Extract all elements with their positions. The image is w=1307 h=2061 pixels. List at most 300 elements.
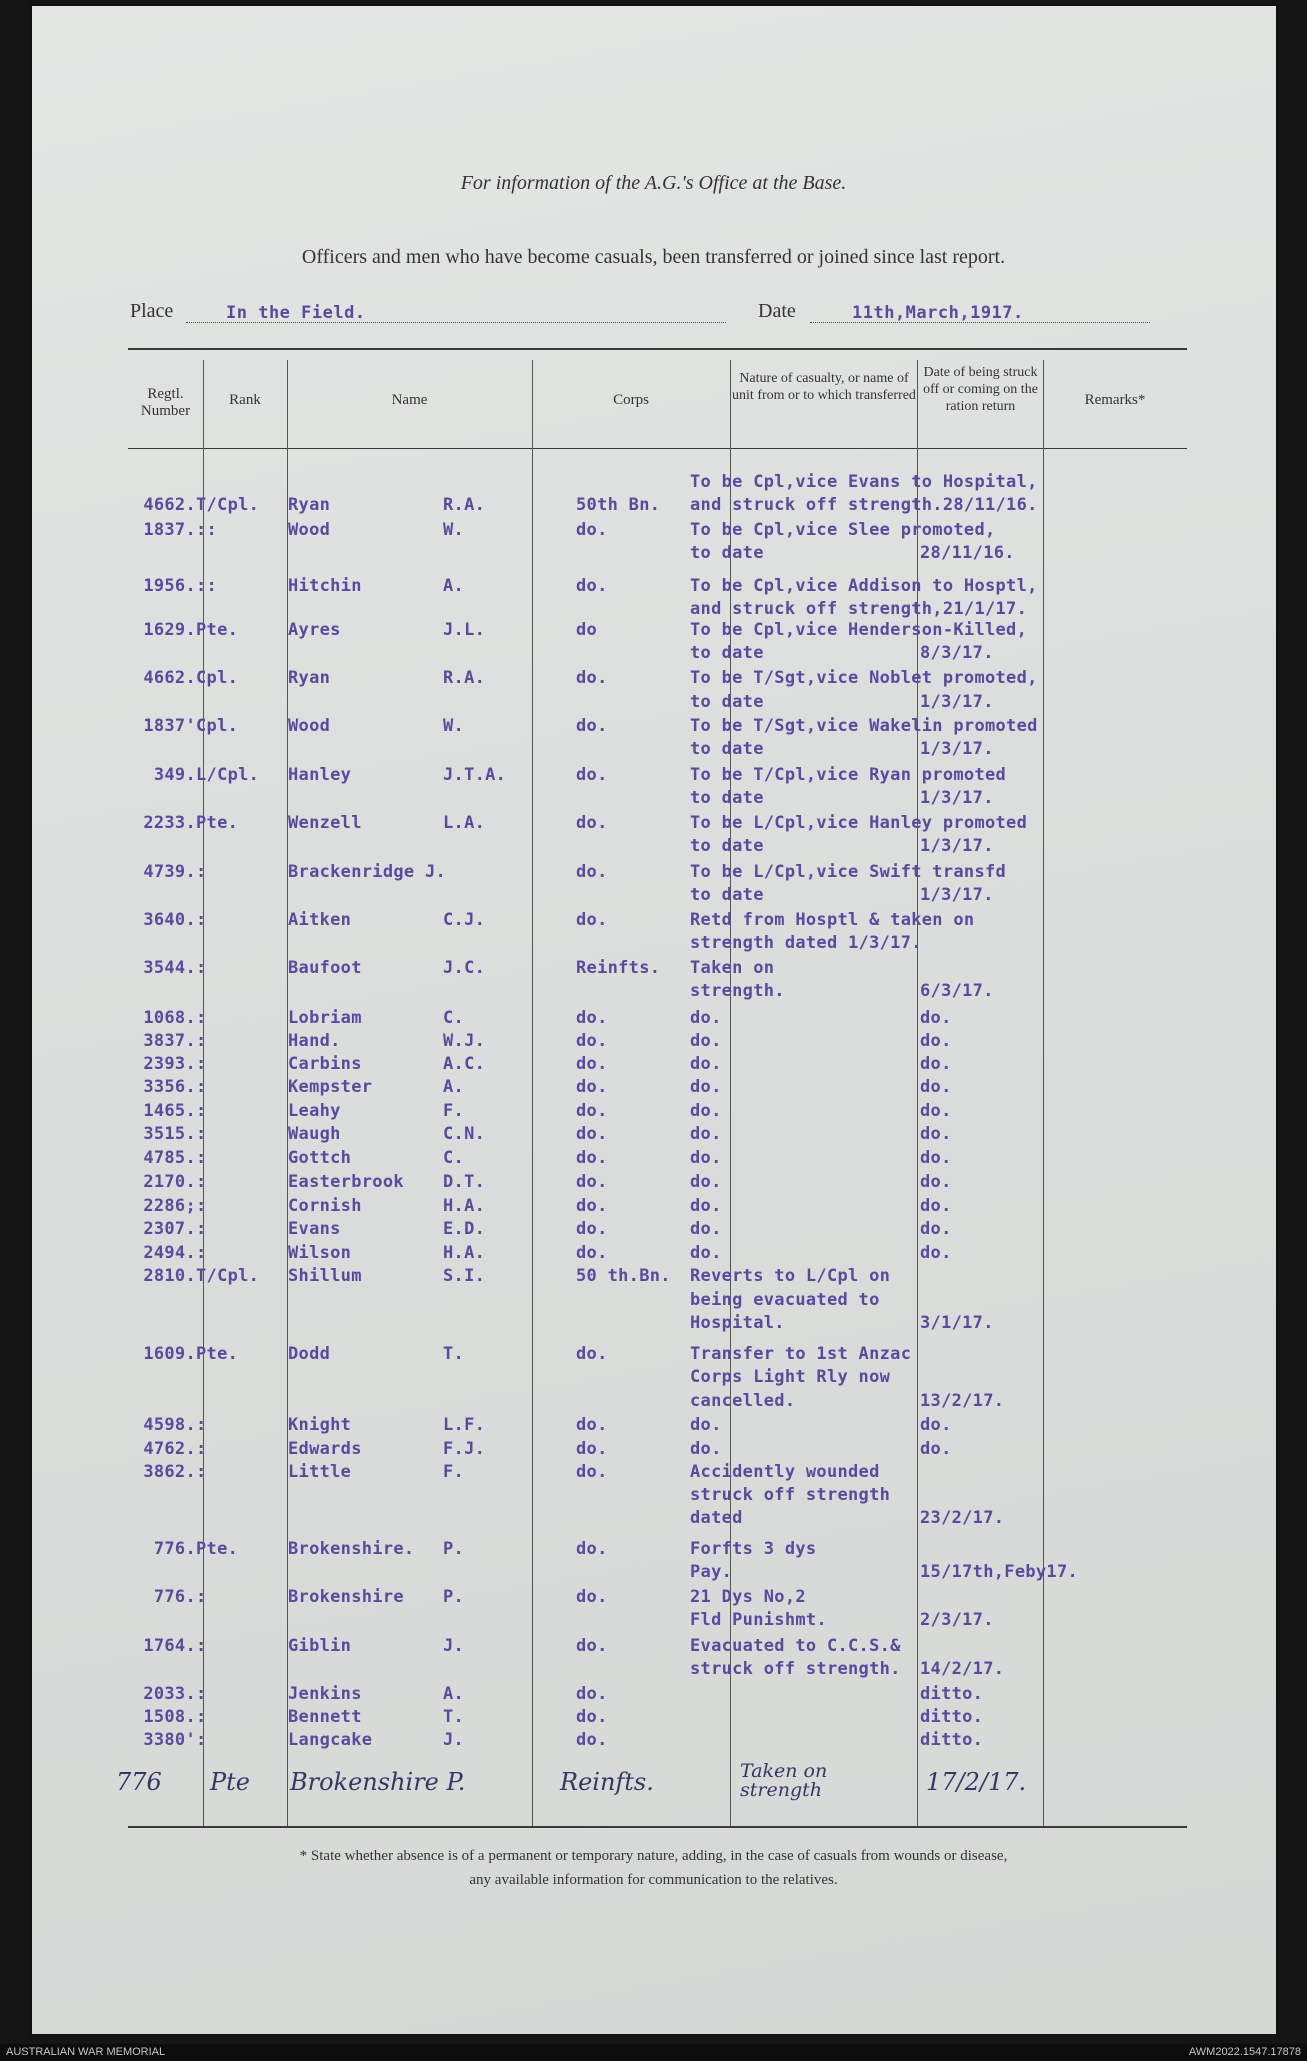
col-rule-6 <box>1043 360 1044 1826</box>
cell-nature: To be Cpl,vice Evans to Hospital, <box>690 472 1038 492</box>
cell-initials: J. <box>443 1636 465 1656</box>
cell-corps: do. <box>576 1008 608 1028</box>
table-row <box>0 933 1307 953</box>
cell-corps: do. <box>576 862 608 882</box>
cell-corps: do. <box>576 1539 608 1559</box>
cell-date: 1/3/17. <box>920 692 994 712</box>
cell-corps: do. <box>576 1196 608 1216</box>
cell-initials: L.F. <box>443 1415 486 1435</box>
cell-nature: to date <box>690 885 764 905</box>
cell-corps: do. <box>576 1636 608 1656</box>
cell-rank: Pte. <box>196 1539 239 1559</box>
cell-regtl-number: 1956. <box>143 576 196 596</box>
table-row <box>0 1243 1307 1263</box>
cell-initials: H.A. <box>443 1196 486 1216</box>
cell-regtl-number: 3862. <box>143 1462 196 1482</box>
cell-initials: F.J. <box>443 1439 486 1459</box>
cell-rank: :: <box>196 520 218 540</box>
cell-name: Langcake <box>288 1730 373 1750</box>
cell-rank: : <box>196 958 207 978</box>
cell-corps: do. <box>576 520 608 540</box>
hand-num: 776 <box>116 1768 162 1796</box>
cell-rank: : <box>196 1101 207 1121</box>
cell-date: ditto. <box>920 1730 984 1750</box>
cell-initials: L.A. <box>443 813 486 833</box>
cell-initials: P. <box>443 1539 465 1559</box>
hand-date: 17/2/17. <box>926 1768 1027 1796</box>
cell-nature: to date <box>690 836 764 856</box>
col-header-date: Date of being struck off or coming on the ration return <box>923 365 1038 414</box>
cell-nature: To be Cpl,vice Slee promoted, <box>690 520 996 540</box>
cell-regtl-number: 3380' <box>143 1730 196 1750</box>
cell-name: Little <box>288 1462 352 1482</box>
cell-rank: L/Cpl. <box>196 765 260 785</box>
cell-nature: to date <box>690 788 764 808</box>
col-header-rank: Rank <box>229 392 261 408</box>
cell-name: Shillum <box>288 1266 362 1286</box>
cell-corps: do <box>576 620 598 640</box>
cell-name: Giblin <box>288 1636 352 1656</box>
cell-regtl-number: 776. <box>153 1587 196 1607</box>
cell-rank: : <box>196 1124 207 1144</box>
table-row <box>0 543 1307 563</box>
cell-nature: do. <box>690 1008 722 1028</box>
cell-regtl-number: 1837' <box>143 716 196 736</box>
cell-date: do. <box>920 1415 952 1435</box>
table-row <box>0 958 1307 978</box>
cell-date: do. <box>920 1054 952 1074</box>
cell-name: Cornish <box>288 1196 362 1216</box>
cell-initials: J.L. <box>443 620 486 640</box>
table-bottom-rule <box>128 1826 1187 1828</box>
cell-nature: do. <box>690 1172 722 1192</box>
cell-initials: A. <box>443 576 465 596</box>
cell-name: Knight <box>288 1415 352 1435</box>
cell-regtl-number: 4662. <box>143 495 196 515</box>
table-row <box>0 788 1307 808</box>
cell-nature: struck off strength <box>690 1485 891 1505</box>
cell-name: Dodd <box>288 1344 331 1364</box>
cell-rank: : <box>196 1219 207 1239</box>
cell-corps: do. <box>576 1101 608 1121</box>
table-row <box>0 1172 1307 1192</box>
cell-nature: To be T/Sgt,vice Noblet promoted, <box>690 668 1038 688</box>
archive-id: AWM2022.1547.17878 <box>1188 2046 1301 2058</box>
cell-date: do. <box>920 1077 952 1097</box>
cell-name: Ryan <box>288 495 331 515</box>
cell-initials: E.D. <box>443 1219 486 1239</box>
table-row <box>0 668 1307 688</box>
cell-date: 8/3/17. <box>920 643 994 663</box>
cell-corps: do. <box>576 1031 608 1051</box>
cell-date: 15/17th,Feby17. <box>920 1562 1079 1582</box>
cell-name: Hitchin <box>288 576 362 596</box>
table-row <box>0 1707 1307 1727</box>
table-row <box>0 599 1307 619</box>
cell-date: 3/1/17. <box>920 1313 994 1333</box>
table-row <box>0 1508 1307 1528</box>
date-value: 11th,March,1917. <box>852 303 1024 323</box>
cell-regtl-number: 1837. <box>143 520 196 540</box>
cell-corps: do. <box>576 576 608 596</box>
cell-corps: do. <box>576 1172 608 1192</box>
cell-regtl-number: 2233. <box>143 813 196 833</box>
table-row <box>0 620 1307 640</box>
table-row <box>0 1636 1307 1656</box>
table-row <box>0 1439 1307 1459</box>
cell-name: Waugh <box>288 1124 341 1144</box>
place-label: Place <box>130 300 174 322</box>
cell-name: Lobriam <box>288 1008 362 1028</box>
cell-nature: do. <box>690 1243 722 1263</box>
cell-regtl-number: 2286; <box>143 1196 196 1216</box>
cell-rank: : <box>196 1077 207 1097</box>
hand-rank: Pte <box>210 1768 250 1796</box>
table-row <box>0 910 1307 930</box>
cell-nature: Forfts 3 dys <box>690 1539 817 1559</box>
cell-corps: do. <box>576 910 608 930</box>
cell-nature: Corps Light Rly now <box>690 1367 891 1387</box>
cell-corps: 50th Bn. <box>576 495 661 515</box>
table-row <box>0 520 1307 540</box>
cell-rank: Pte. <box>196 1344 239 1364</box>
cell-date: 2/3/17. <box>920 1610 994 1630</box>
cell-date: 1/3/17. <box>920 788 994 808</box>
cell-initials: S.I. <box>443 1266 486 1286</box>
col-header-corps: Corps <box>613 392 649 408</box>
cell-name: Hanley <box>288 765 352 785</box>
cell-rank: : <box>196 1462 207 1482</box>
table-row <box>0 1684 1307 1704</box>
cell-name: Hand. <box>288 1031 341 1051</box>
table-row <box>0 1730 1307 1750</box>
cell-corps: do. <box>576 716 608 736</box>
cell-regtl-number: 2033. <box>143 1684 196 1704</box>
cell-name: Bennett <box>288 1707 362 1727</box>
hand-nature: Taken on strength <box>740 1760 828 1801</box>
cell-nature: Hospital. <box>690 1313 785 1333</box>
cell-regtl-number: 3544. <box>143 958 196 978</box>
cell-name: Wilson <box>288 1243 352 1263</box>
cell-name: Brokenshire. <box>288 1539 415 1559</box>
cell-name: Wenzell <box>288 813 362 833</box>
cell-nature: cancelled. <box>690 1391 796 1411</box>
cell-date: do. <box>920 1243 952 1263</box>
cell-initials: F. <box>443 1101 465 1121</box>
cell-name: Easterbrook <box>288 1172 404 1192</box>
table-row <box>0 1101 1307 1121</box>
col-header-regtl: Regtl. Number <box>140 386 191 419</box>
cell-date: 14/2/17. <box>920 1659 1005 1679</box>
table-row <box>0 495 1307 515</box>
cell-regtl-number: 2393. <box>143 1054 196 1074</box>
cell-corps: do. <box>576 1730 608 1750</box>
cell-initials: A. <box>443 1077 465 1097</box>
cell-name: Ayres <box>288 620 341 640</box>
cell-date: do. <box>920 1219 952 1239</box>
table-row <box>0 1148 1307 1168</box>
form-subtitle: Officers and men who have become casuals, been transferred or joined since last report. <box>301 246 1006 268</box>
cell-nature: do. <box>690 1101 722 1121</box>
cell-rank: : <box>196 1054 207 1074</box>
cell-date: do. <box>920 1172 952 1192</box>
cell-rank: Cpl. <box>196 668 239 688</box>
cell-nature: do. <box>690 1031 722 1051</box>
cell-initials: A. <box>443 1684 465 1704</box>
cell-date: 13/2/17. <box>920 1391 1005 1411</box>
cell-regtl-number: 3640. <box>143 910 196 930</box>
cell-corps: 50 th.Bn. <box>576 1266 671 1286</box>
cell-rank: Pte. <box>196 813 239 833</box>
table-row <box>0 981 1307 1001</box>
cell-nature: strength. <box>690 981 785 1001</box>
table-row <box>0 1415 1307 1435</box>
table-row <box>0 1562 1307 1582</box>
cell-regtl-number: 2810. <box>143 1266 196 1286</box>
cell-regtl-number: 4662. <box>143 668 196 688</box>
cell-nature: To be T/Sgt,vice Wakelin promoted <box>690 716 1038 736</box>
cell-corps: do. <box>576 1707 608 1727</box>
cell-date: 28/11/16. <box>920 543 1015 563</box>
cell-rank: T/Cpl. <box>196 1266 260 1286</box>
cell-date: do. <box>920 1031 952 1051</box>
cell-corps: do. <box>576 1415 608 1435</box>
cell-nature: Transfer to 1st Anzac <box>690 1344 912 1364</box>
table-row <box>0 576 1307 596</box>
archive-footer <box>0 2044 1307 2061</box>
cell-nature: To be Cpl,vice Addison to Hosptl, <box>690 576 1038 596</box>
cell-rank: :: <box>196 576 218 596</box>
cell-name: Aitken <box>288 910 352 930</box>
cell-name: Jenkins <box>288 1684 362 1704</box>
cell-regtl-number: 2307. <box>143 1219 196 1239</box>
cell-regtl-number: 4785. <box>143 1148 196 1168</box>
cell-date: do. <box>920 1439 952 1459</box>
cell-corps: do. <box>576 1054 608 1074</box>
cell-nature: do. <box>690 1124 722 1144</box>
cell-corps: do. <box>576 1148 608 1168</box>
cell-nature: Taken on <box>690 958 775 978</box>
cell-initials: W.J. <box>443 1031 486 1051</box>
table-row <box>0 1313 1307 1333</box>
cell-initials: J. <box>443 1730 465 1750</box>
cell-rank: : <box>196 1148 207 1168</box>
cell-regtl-number: 3837. <box>143 1031 196 1051</box>
cell-date: do. <box>920 1148 952 1168</box>
cell-nature: do. <box>690 1415 722 1435</box>
cell-corps: do. <box>576 1344 608 1364</box>
cell-regtl-number: 1609. <box>143 1344 196 1364</box>
cell-nature: to date <box>690 643 764 663</box>
cell-name: Kempster <box>288 1077 373 1097</box>
cell-initials: C.J. <box>443 910 486 930</box>
cell-rank: : <box>196 1196 207 1216</box>
cell-corps: Reinfts. <box>576 958 661 978</box>
cell-initials: C. <box>443 1008 465 1028</box>
cell-name: Leahy <box>288 1101 341 1121</box>
cell-regtl-number: 1508. <box>143 1707 196 1727</box>
table-row <box>0 1367 1307 1387</box>
cell-name: Baufoot <box>288 958 362 978</box>
date-label: Date <box>758 300 796 322</box>
cell-initials: J.C. <box>443 958 486 978</box>
table-row <box>0 765 1307 785</box>
form-title: For information of the A.G.'s Office at the Base. <box>460 172 847 194</box>
cell-initials: D.T. <box>443 1172 486 1192</box>
cell-date: do. <box>920 1124 952 1144</box>
cell-regtl-number: 2494. <box>143 1243 196 1263</box>
cell-name: Brackenridge J. <box>288 862 447 882</box>
cell-rank: : <box>196 1415 207 1435</box>
cell-nature: to date <box>690 692 764 712</box>
cell-date: 6/3/17. <box>920 981 994 1001</box>
cell-regtl-number: 4739. <box>143 862 196 882</box>
cell-nature: and struck off strength.28/11/16. <box>690 495 1038 515</box>
cell-rank: : <box>196 910 207 930</box>
cell-nature: To be T/Cpl,vice Ryan promoted <box>690 765 1007 785</box>
cell-initials: C. <box>443 1148 465 1168</box>
cell-date: 1/3/17. <box>920 885 994 905</box>
cell-date: do. <box>920 1101 952 1121</box>
cell-date: do. <box>920 1196 952 1216</box>
cell-regtl-number: 1068. <box>143 1008 196 1028</box>
table-row <box>0 1391 1307 1411</box>
table-row <box>0 1124 1307 1144</box>
cell-rank: : <box>196 862 207 882</box>
cell-nature: Pay. <box>690 1562 733 1582</box>
cell-regtl-number: 3356. <box>143 1077 196 1097</box>
table-row <box>0 716 1307 736</box>
cell-corps: do. <box>576 1587 608 1607</box>
cell-date: do. <box>920 1008 952 1028</box>
cell-regtl-number: 349. <box>153 765 196 785</box>
table-row <box>0 739 1307 759</box>
cell-date: 1/3/17. <box>920 836 994 856</box>
cell-initials: T. <box>443 1344 465 1364</box>
table-row <box>0 643 1307 663</box>
footnote-line-1: * State whether absence is of a permanent or temporary nature, adding, in the case of casuals from wounds or disease, <box>299 1848 1008 1864</box>
cell-corps: do. <box>576 813 608 833</box>
cell-initials: R.A. <box>443 668 486 688</box>
cell-initials: R.A. <box>443 495 486 515</box>
cell-date: 23/2/17. <box>920 1508 1005 1528</box>
cell-name: Gottch <box>288 1148 352 1168</box>
footnote-line-2: any available information for communication to the relatives. <box>469 1872 838 1888</box>
cell-corps: do. <box>576 1684 608 1704</box>
cell-regtl-number: 4598. <box>143 1415 196 1435</box>
col-rule-3 <box>532 360 533 1826</box>
cell-nature: Accidently wounded <box>690 1462 880 1482</box>
place-value: In the Field. <box>226 303 366 323</box>
hand-corps: Reinfts. <box>560 1768 654 1796</box>
table-row <box>0 885 1307 905</box>
table-row <box>0 1054 1307 1074</box>
cell-rank: : <box>196 1243 207 1263</box>
cell-corps: do. <box>576 668 608 688</box>
cell-nature: struck off strength. <box>690 1659 901 1679</box>
table-row <box>0 1031 1307 1051</box>
table-row <box>0 1290 1307 1310</box>
cell-name: Evans <box>288 1219 341 1239</box>
cell-date: ditto. <box>920 1707 984 1727</box>
cell-name: Brokenshire <box>288 1587 404 1607</box>
cell-nature: do. <box>690 1196 722 1216</box>
cell-initials: P. <box>443 1587 465 1607</box>
cell-corps: do. <box>576 1243 608 1263</box>
cell-nature: to date <box>690 543 764 563</box>
hand-name: Brokenshire P. <box>290 1768 466 1796</box>
cell-regtl-number: 2170. <box>143 1172 196 1192</box>
cell-regtl-number: 1629. <box>143 620 196 640</box>
table-row <box>0 1344 1307 1364</box>
cell-corps: do. <box>576 1124 608 1144</box>
table-row <box>0 1077 1307 1097</box>
cell-nature: to date <box>690 739 764 759</box>
cell-corps: do. <box>576 765 608 785</box>
table-row <box>0 472 1307 492</box>
cell-rank: : <box>196 1636 207 1656</box>
cell-name: Carbins <box>288 1054 362 1074</box>
cell-nature: To be Cpl,vice Henderson-Killed, <box>690 620 1028 640</box>
cell-date: ditto. <box>920 1684 984 1704</box>
cell-nature: strength dated 1/3/17. <box>690 933 922 953</box>
archive-name: AUSTRALIAN WAR MEMORIAL <box>6 2046 166 2058</box>
cell-nature: being evacuated to <box>690 1290 880 1310</box>
cell-initials: H.A. <box>443 1243 486 1263</box>
col-header-nature: Nature of casualty, or name of unit from or to which transferred <box>732 371 916 403</box>
cell-nature: and struck off strength,21/1/17. <box>690 599 1028 619</box>
cell-initials: C.N. <box>443 1124 486 1144</box>
cell-rank: Cpl. <box>196 716 239 736</box>
table-row <box>0 836 1307 856</box>
cell-name: Wood <box>288 520 331 540</box>
cell-initials: F. <box>443 1462 465 1482</box>
cell-nature: do. <box>690 1439 722 1459</box>
cell-nature: do. <box>690 1219 722 1239</box>
cell-regtl-number: 1764. <box>143 1636 196 1656</box>
cell-initials: J.T.A. <box>443 765 507 785</box>
cell-nature: do. <box>690 1054 722 1074</box>
cell-rank: : <box>196 1031 207 1051</box>
table-row <box>0 1539 1307 1559</box>
cell-rank: : <box>196 1684 207 1704</box>
cell-corps: do. <box>576 1439 608 1459</box>
cell-regtl-number: 1465. <box>143 1101 196 1121</box>
table-row <box>0 1587 1307 1607</box>
table-row <box>0 1196 1307 1216</box>
table-row <box>0 1485 1307 1505</box>
table-top-rule <box>128 348 1187 350</box>
table-row <box>0 1659 1307 1679</box>
cell-regtl-number: 4762. <box>143 1439 196 1459</box>
cell-rank: : <box>196 1439 207 1459</box>
cell-regtl-number: 776. <box>153 1539 196 1559</box>
table-row <box>0 862 1307 882</box>
cell-rank: : <box>196 1707 207 1727</box>
cell-name: Ryan <box>288 668 331 688</box>
cell-nature: do. <box>690 1077 722 1097</box>
cell-nature: To be L/Cpl,vice Hanley promoted <box>690 813 1028 833</box>
cell-regtl-number: 3515. <box>143 1124 196 1144</box>
cell-rank: : <box>196 1587 207 1607</box>
cell-name: Edwards <box>288 1439 362 1459</box>
cell-initials: W. <box>443 520 465 540</box>
col-header-name: Name <box>391 392 428 408</box>
table-row <box>0 1266 1307 1286</box>
cell-date: 1/3/17. <box>920 739 994 759</box>
table-row <box>0 1462 1307 1482</box>
table-row <box>0 813 1307 833</box>
